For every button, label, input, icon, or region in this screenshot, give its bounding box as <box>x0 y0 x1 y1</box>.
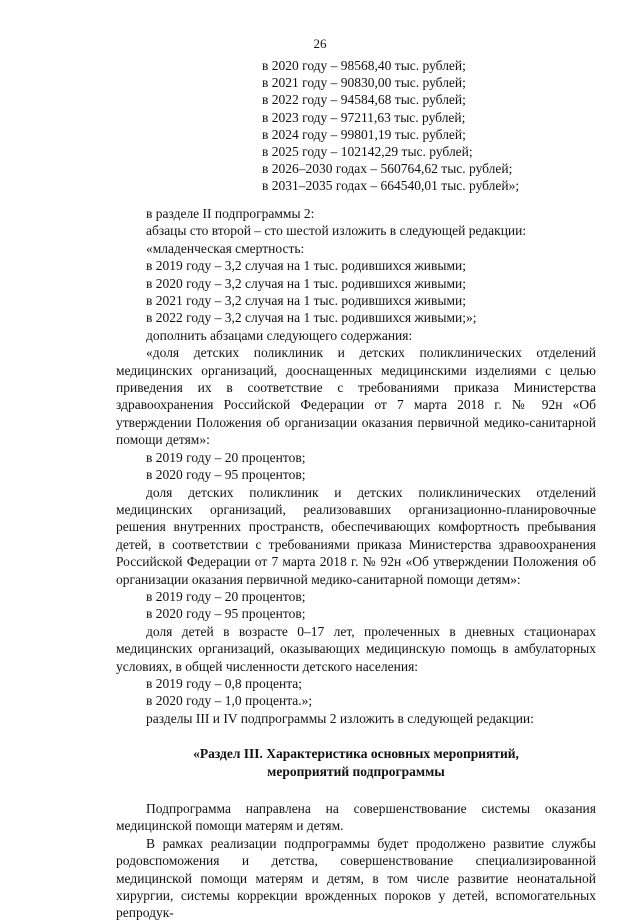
section-2-intro: в разделе II подпрограммы 2: <box>146 206 315 221</box>
paragraph-day-hospitals: доля детей в возрасте 0–17 лет, пролеченных в дневных стационарах медицинских организаций, оказывающих медицинскую помощь в амбулаторных условиях, в общей численности детского населения: <box>116 623 596 674</box>
equipped-2019: в 2019 году – 20 процентов; <box>146 449 306 465</box>
day-hospital-2019: в 2019 году – 0,8 процента; <box>146 675 303 691</box>
paragraph-polyclinics-planning: доля детских поликлиник и детских поликлинических отделений медицинских организаций, реализовавших организационно-планировочные решения внутренних пространств, обеспечивающих комфортность пребывания детей, в соответствии с требованиями приказа Министерства здравоохранения Российской Федерации от 7 марта 2018 г. № 92н «Об утверждении Положения об организации оказания первичной медико-санитарной помощи детям»: <box>116 484 596 587</box>
supplement-instruction: дополнить абзацами следующего содержания: <box>146 327 413 343</box>
paragraph-polyclinics-equipped: «доля детских поликлиник и детских поликлинических отделений медицинских организаций, дооснащенных медицинскими изделиями с целью приведения их в соответствие с требованиями приказа Министерства здравоохранения Российской Федерации от 7 марта 2018 г. № 92н «Об утверждении Положения об организации оказания первичной медико-санитарной помощи детям»: <box>116 345 596 448</box>
planning-2020: в 2020 году – 95 процентов; <box>146 606 306 622</box>
sections-instruction: разделы III и IV подпрограммы 2 изложить в следующей редакции: <box>146 710 534 726</box>
infant-mortality-title: «младенческая смертность: <box>146 240 305 256</box>
infant-mortality-2022: в 2022 году – 3,2 случая на 1 тыс. родившихся живыми;»; <box>146 310 477 326</box>
budget-line-2022: в 2022 году – 94584,68 тыс. рублей; <box>262 92 466 108</box>
section-3-heading-line-1: «Раздел III. Характеристика основных мероприятий, <box>193 746 519 762</box>
budget-line-2021: в 2021 году – 90830,00 тыс. рублей; <box>262 75 466 91</box>
budget-line-2023: в 2023 году – 97211,63 тыс. рублей; <box>262 109 466 125</box>
paragraphs-instruction: абзацы сто второй – сто шестой изложить в следующей редакции: <box>146 223 527 239</box>
budget-line-2024: в 2024 году – 99801,19 тыс. рублей; <box>262 126 466 142</box>
section-3-heading-line-2: мероприятий подпрограммы <box>267 763 445 779</box>
infant-mortality-2019: в 2019 году – 3,2 случая на 1 тыс. родившихся живыми; <box>146 258 466 274</box>
budget-line-2020: в 2020 году – 98568,40 тыс. рублей; <box>262 58 466 73</box>
budget-line-2025: в 2025 году – 102142,29 тыс. рублей; <box>262 144 473 160</box>
day-hospital-2020: в 2020 году – 1,0 процента.»; <box>146 693 313 709</box>
budget-line-2026-2030: в 2026–2030 годах – 560764,62 тыс. рублей; <box>262 161 513 177</box>
infant-mortality-2021: в 2021 году – 3,2 случая на 1 тыс. родившихся живыми; <box>146 293 466 309</box>
budget-line-2031-2035: в 2031–2035 годах – 664540,01 тыс. рублей»; <box>262 178 520 194</box>
infant-mortality-2020: в 2020 году – 3,2 случая на 1 тыс. родившихся живыми; <box>146 275 466 291</box>
page-number: 26 <box>313 36 327 51</box>
planning-2019: в 2019 году – 20 процентов; <box>146 588 306 604</box>
paragraph-framework: В рамках реализации подпрограммы будет продолжено развитие службы родовспоможения и детства, совершенствование специализированной медицинской помощи матерям и детям, в том числе развитие неонатальной хирургии, системы коррекции врожденных пороков у детей, вспомогательных репродук- <box>116 835 596 921</box>
budget-list <box>262 57 519 195</box>
section-3-heading <box>116 745 596 780</box>
equipped-2020: в 2020 году – 95 процентов; <box>146 467 306 483</box>
document-body <box>116 205 596 922</box>
paragraph-aim: Подпрограмма направлена на совершенствование системы оказания медицинской помощи матерям и детям. <box>116 801 596 834</box>
